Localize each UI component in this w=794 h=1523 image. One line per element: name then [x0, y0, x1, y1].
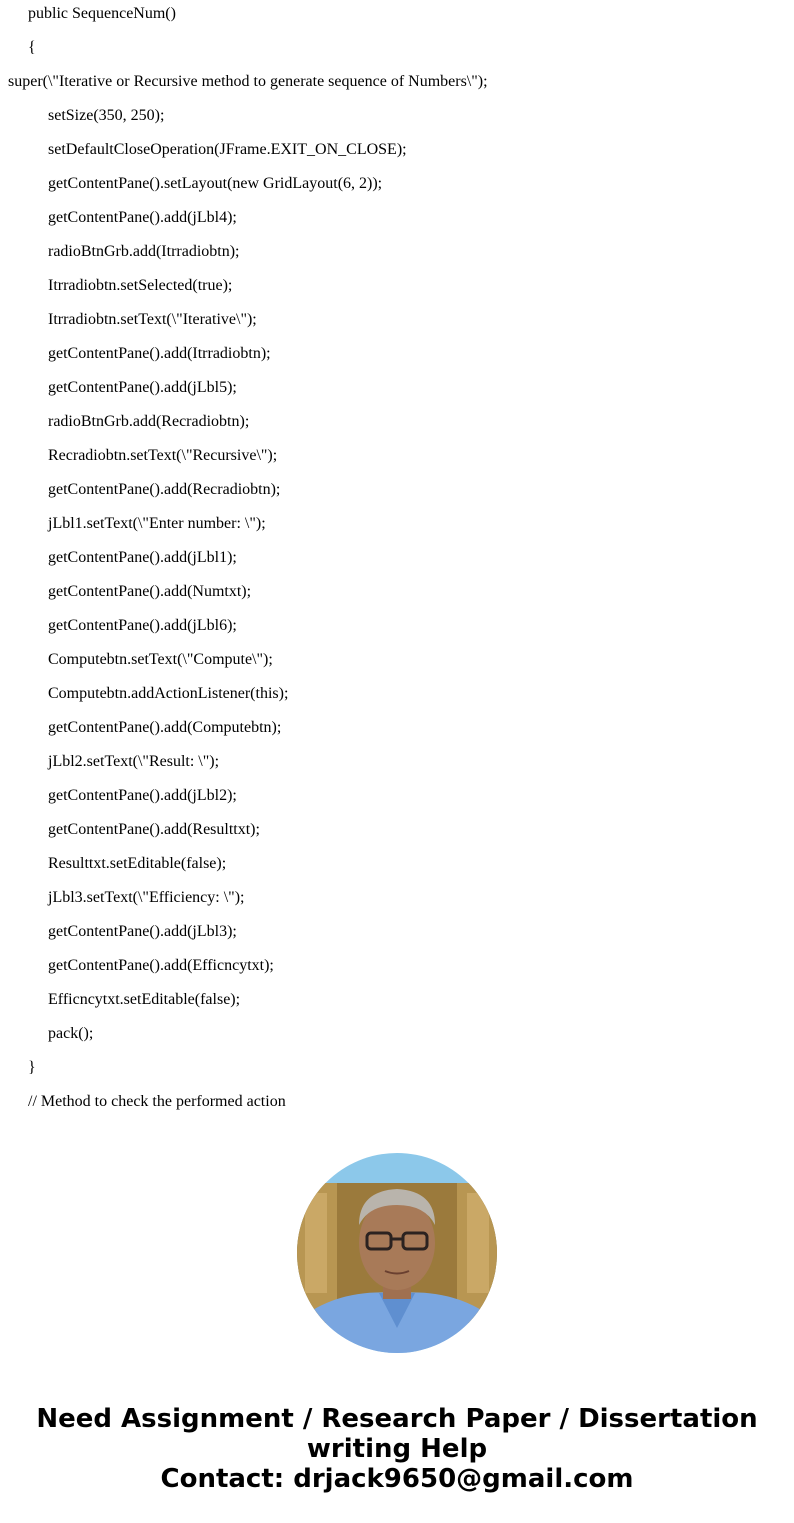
code-line: getContentPane().add(Computebtn); [48, 719, 282, 736]
code-line: jLbl1.setText(\"Enter number: \"); [48, 515, 266, 532]
code-line: Computebtn.addActionListener(this); [48, 685, 289, 702]
promo-line-2: writing Help [306, 1434, 488, 1464]
code-line: // Method to check the performed action [28, 1093, 286, 1110]
promo-line-1: Need Assignment / Research Paper / Dissertation [36, 1404, 758, 1434]
code-line: super(\"Iterative or Recursive method to generate sequence of Numbers\"); [8, 73, 488, 90]
code-line: Computebtn.setText(\"Compute\"); [48, 651, 273, 668]
code-line: jLbl3.setText(\"Efficiency: \"); [48, 889, 245, 906]
code-line: getContentPane().add(Recradiobtn); [48, 481, 281, 498]
code-line: getContentPane().add(Efficncytxt); [48, 957, 274, 974]
code-line: getContentPane().add(jLbl5); [48, 379, 237, 396]
author-photo [297, 1153, 497, 1353]
code-line: } [28, 1059, 36, 1076]
code-line: pack(); [48, 1025, 94, 1042]
code-line: getContentPane().add(Itrradiobtn); [48, 345, 271, 362]
code-line: getContentPane().add(jLbl4); [48, 209, 237, 226]
promo-line-3: Contact: drjack9650@gmail.com [160, 1464, 634, 1494]
code-line: Recradiobtn.setText(\"Recursive\"); [48, 447, 278, 464]
code-line: setSize(350, 250); [48, 107, 165, 124]
code-line: Resulttxt.setEditable(false); [48, 855, 227, 872]
code-line: jLbl2.setText(\"Result: \"); [48, 753, 220, 770]
code-line: getContentPane().add(Resulttxt); [48, 821, 260, 838]
code-line: Itrradiobtn.setText(\"Iterative\"); [48, 311, 257, 328]
code-line: radioBtnGrb.add(Itrradiobtn); [48, 243, 240, 260]
author-avatar [297, 1153, 497, 1353]
code-line: Itrradiobtn.setSelected(true); [48, 277, 233, 294]
code-line: getContentPane().add(jLbl1); [48, 549, 237, 566]
code-line: radioBtnGrb.add(Recradiobtn); [48, 413, 250, 430]
code-line: { [28, 39, 36, 56]
code-line: public SequenceNum() [28, 5, 176, 22]
code-line: getContentPane().add(jLbl3); [48, 923, 237, 940]
code-line: Efficncytxt.setEditable(false); [48, 991, 241, 1008]
code-line: getContentPane().add(Numtxt); [48, 583, 252, 600]
code-line: getContentPane().add(jLbl6); [48, 617, 237, 634]
code-line: setDefaultCloseOperation(JFrame.EXIT_ON_CLOSE); [48, 141, 407, 158]
code-line: getContentPane().add(jLbl2); [48, 787, 237, 804]
code-line: getContentPane().setLayout(new GridLayout(6, 2)); [48, 175, 383, 192]
